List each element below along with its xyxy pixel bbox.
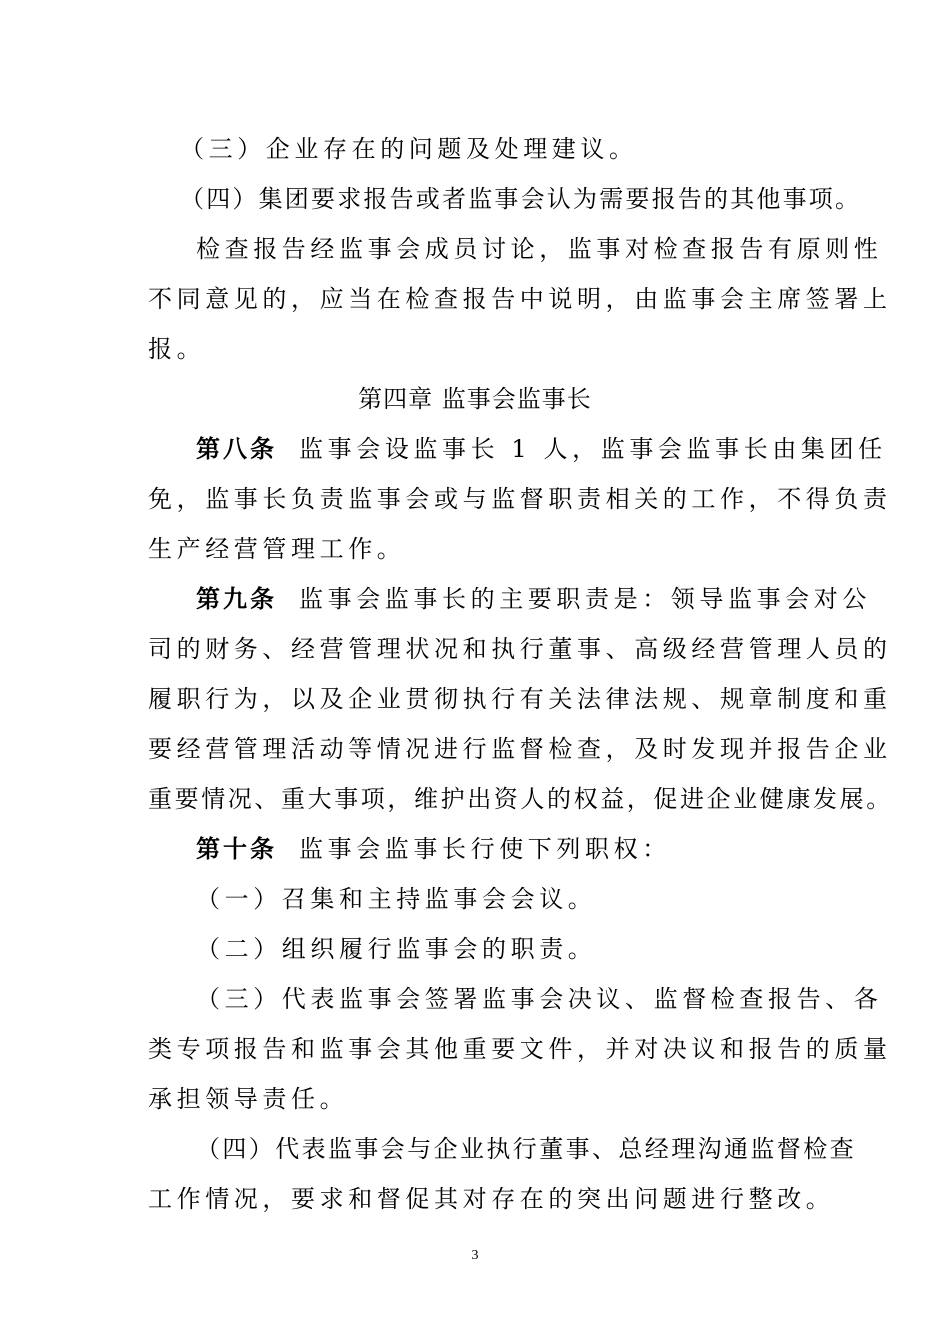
article-9-line (196, 582, 871, 616)
paragraph-line: 司的财务、经营管理状况和执行董事、高级经营管理人员的 (148, 635, 892, 663)
paragraph-line: 履职行为，以及企业贯彻执行有关法律法规、规章制度和重 (148, 685, 892, 713)
article-8-text: 监事会设监事长 1 人，监事会监事长由集团任 (299, 435, 887, 463)
paragraph-line: 生产经营管理工作。 (148, 535, 406, 563)
paragraph-line: 工作情况，要求和督促其对存在的突出问题进行整改。 (148, 1185, 835, 1213)
article-9-text: 监事会监事长的主要职责是：领导监事会对公 (299, 585, 871, 613)
paragraph-line: 不同意见的，应当在检查报告中说明，由监事会主席签署上 (148, 285, 892, 313)
article-10-number: 第十条 (196, 835, 277, 863)
chapter-heading: 第四章 监事会监事长 (358, 385, 592, 413)
list-item: （四）代表监事会与企业执行董事、总经理沟通监督检查 (196, 1135, 856, 1163)
paragraph-line: 报。 (148, 335, 206, 363)
list-item: （一）召集和主持监事会会议。 (196, 885, 597, 913)
paragraph-line: 免，监事长负责监事会或与监督职责相关的工作，不得负责 (148, 485, 892, 513)
paragraph-line: （四）集团要求报告或者监事会认为需要报告的其他事项。 (180, 185, 862, 213)
paragraph-line: （三）企业存在的问题及处理建议。 (180, 135, 638, 163)
article-10-line (196, 832, 828, 866)
list-item: （三）代表监事会签署监事会决议、监督检查报告、各 (196, 985, 883, 1013)
article-9-number: 第九条 (196, 585, 277, 613)
paragraph-line: 要经营管理活动等情况进行监督检查，及时发现并报告企业 (148, 735, 892, 763)
article-8-number: 第八条 (196, 435, 277, 463)
paragraph-line: 类专项报告和监事会其他重要文件，并对决议和报告的质量 (148, 1035, 892, 1063)
article-10-text: 监事会监事长行使下列职权： (299, 835, 671, 863)
paragraph-line: 检查报告经监事会成员讨论，监事对检查报告有原则性 (196, 235, 883, 263)
article-8-line (196, 432, 887, 466)
list-item: （二）组织履行监事会的职责。 (196, 935, 597, 963)
paragraph-line: 承担领导责任。 (148, 1085, 349, 1113)
page-number: 3 (471, 1248, 479, 1263)
paragraph-line: 重要情况、重大事项，维护出资人的权益，促进企业健康发展。 (148, 785, 893, 813)
